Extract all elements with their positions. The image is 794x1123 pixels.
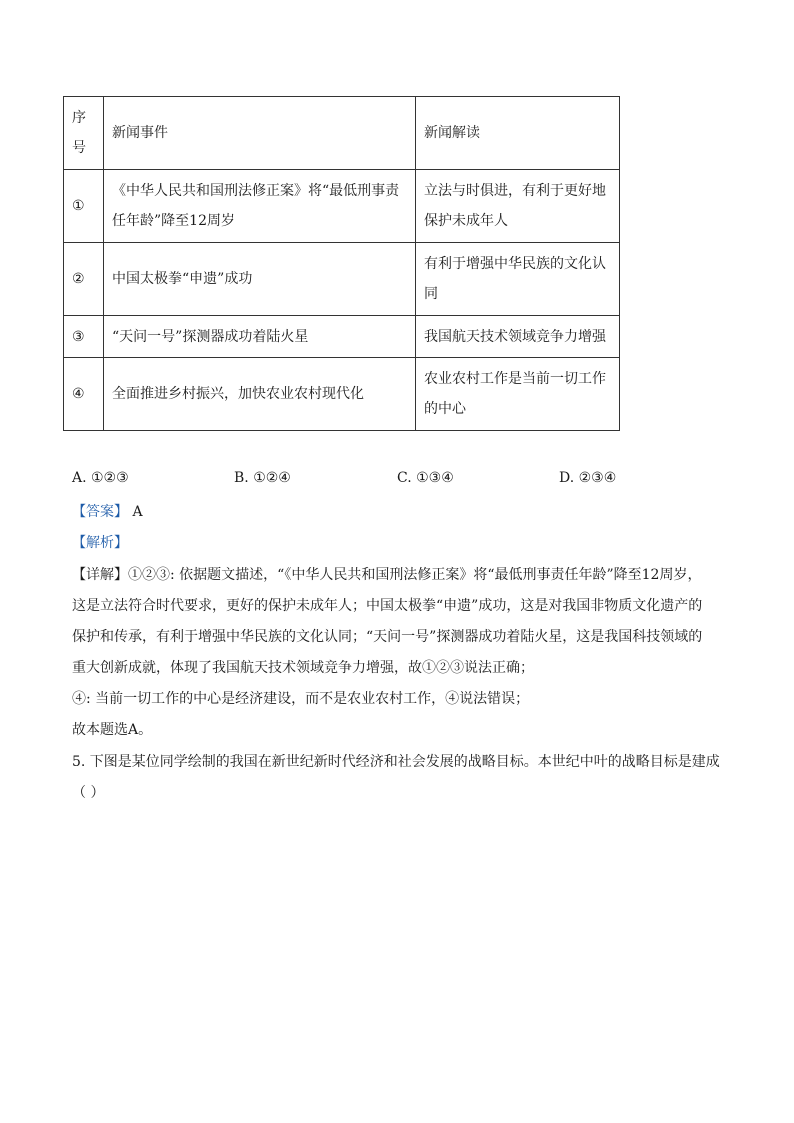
header-cell-interpretation: 新闻解读	[416, 97, 620, 170]
row-interpretation-line: 保护未成年人	[424, 213, 508, 229]
row-event-line: 中国太极拳“申遗”成功	[112, 271, 253, 287]
row-event	[104, 170, 416, 243]
row-event	[104, 243, 416, 316]
header-cell-event: 新闻事件	[104, 97, 416, 170]
row-interpretation	[416, 316, 620, 358]
detail-line: 重大创新成就，体现了我国航天技术领域竞争力增强，故①②③说法正确；	[72, 660, 534, 676]
answer-value: A	[132, 504, 143, 520]
option-d: D. ②③④	[559, 470, 617, 486]
row-interpretation-line: 有利于增强中华民族的文化认	[424, 256, 606, 272]
table-row	[64, 170, 620, 243]
detail-label: 【详解】	[72, 567, 128, 583]
row-number: ②	[64, 243, 104, 316]
question-5-text: 5. 下图是某位同学绘制的我国在新世纪新时代经济和社会发展的战略目标。本世纪中叶的战略目标是建成	[72, 754, 720, 770]
header-number-line1: 序	[72, 110, 86, 126]
row-interpretation-line: 的中心	[424, 401, 466, 417]
answer-label-open: 【	[72, 504, 86, 520]
answer-label: 答案	[86, 504, 114, 520]
question-5-blank: （ ）	[72, 785, 105, 801]
row-interpretation-line: 同	[424, 286, 438, 302]
answer-options	[72, 470, 712, 492]
row-event-line: 全面推进乡村振兴，加快农业农村现代化	[112, 386, 364, 402]
row-event-line: 任年龄”降至12周岁	[112, 213, 235, 229]
row-interpretation-line: 立法与时俱进，有利于更好地	[424, 183, 606, 199]
table-row	[64, 243, 620, 316]
row-interpretation	[416, 243, 620, 316]
row-number: ④	[64, 358, 104, 431]
header-number-line2: 号	[72, 140, 86, 156]
detail-line: 故本题选A。	[72, 722, 153, 738]
detail-line: 这是立法符合时代要求，更好的保护未成年人；中国太极拳“申遗”成功，这是对我国非物质文化遗产的	[72, 598, 703, 614]
analysis-label: 【解析】	[72, 535, 128, 551]
row-interpretation	[416, 358, 620, 431]
answer-label-close: 】	[114, 504, 128, 520]
table-row	[64, 316, 620, 358]
detail-line: ④: 当前一切工作的中心是经济建设，而不是农业农村工作，④说法错误；	[72, 691, 530, 707]
detail-line: 保护和传承，有利于增强中华民族的文化认同；“天问一号”探测器成功着陆火星，这是我国科技领域的	[72, 629, 703, 645]
header-cell-number	[64, 97, 104, 170]
row-event	[104, 316, 416, 358]
row-event	[104, 358, 416, 431]
table-row	[64, 358, 620, 431]
row-interpretation	[416, 170, 620, 243]
detail-text: ①②③: 依据题文描述，“《中华人民共和国刑法修正案》将“最低刑事责任年龄”降至12周岁，	[128, 567, 702, 583]
answer-line	[72, 501, 732, 523]
option-b: B. ①②④	[234, 470, 291, 486]
table-header-row	[64, 97, 620, 170]
detail-line	[72, 564, 732, 586]
option-a: A. ①②③	[72, 470, 129, 486]
row-number: ①	[64, 170, 104, 243]
row-interpretation-line: 农业农村工作是当前一切工作	[424, 371, 606, 387]
news-table	[63, 96, 620, 431]
option-c: C. ①③④	[397, 470, 454, 486]
row-number: ③	[64, 316, 104, 358]
row-interpretation-line: 我国航天技术领域竞争力增强	[424, 328, 606, 345]
row-event-line: “天问一号”探测器成功着陆火星	[112, 328, 309, 345]
row-event-line: 《中华人民共和国刑法修正案》将“最低刑事责	[112, 183, 400, 199]
